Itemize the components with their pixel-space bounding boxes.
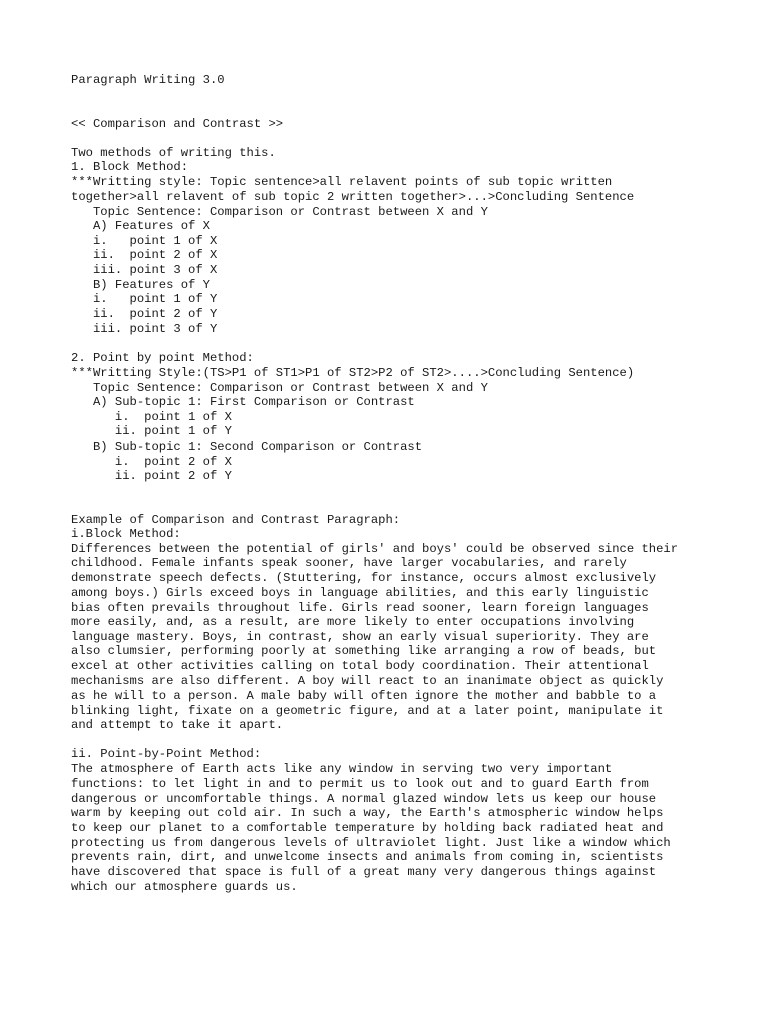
example-block-heading: i.Block Method: [71,527,181,541]
paragraph-line: warm by keeping out cold air. In such a way, the Earth's atmospheric window helps [71,806,664,820]
paragraph-line: childhood. Female infants speak sooner, have larger vocabularies, and rarely [71,556,627,570]
paragraph-line: excel at other activities calling on total body coordination. Their attentional [71,659,649,673]
point-method-heading: 2. Point by point Method: [71,351,254,365]
paragraph-line: bias often prevails throughout life. Girls read sooner, learn foreign languages [71,601,649,615]
outline-point: ii. point 1 of Y [71,424,232,438]
paragraph-line: language mastery. Boys, in contrast, show an early visual superiority. They are [71,630,649,644]
paragraph-line: as he will to a person. A male baby will often ignore the mother and babble to a [71,689,657,703]
paragraph-line: dangerous or uncomfortable things. A normal glazed window lets us keep our house [71,792,657,806]
point-style-line: ***Writting Style:(TS>P1 of ST1>P1 of ST2>P2 of ST2>....>Concluding Sentence) [71,366,635,380]
outline-point: iii. point 3 of X [71,263,218,277]
block-style-line: ***Writting style: Topic sentence>all relavent points of sub topic written [71,175,613,189]
subtopic-b-heading: B) Sub-topic 1: Second Comparison or Contrast [71,440,423,454]
paragraph-line: have discovered that space is full of a great many very dangerous things against [71,865,657,879]
outline-point: i. point 1 of X [71,234,218,248]
example-point-heading: ii. Point-by-Point Method: [71,747,262,761]
section-subtitle: << Comparison and Contrast >> [71,117,284,131]
paragraph-line: among boys.) Girls exceed boys in language abilities, and this early linguistic [71,586,649,600]
features-x-heading: A) Features of X [71,219,210,233]
outline-point: ii. point 2 of X [71,248,218,262]
paragraph-line: mechanisms are also different. A boy will react to an inanimate object as quickly [71,674,664,688]
paragraph-line: also clumsier, performing poorly at something like arranging a row of beads, but [71,644,657,658]
paragraph-line: blinking light, fixate on a geometric figure, and at a later point, manipulate it [71,704,664,718]
example-heading: Example of Comparison and Contrast Paragraph: [71,513,401,527]
paragraph-line: more easily, and, as a result, are more likely to enter occupations involving [71,615,635,629]
paragraph-line: Differences between the potential of girls' and boys' could be observed since their [71,542,679,556]
paragraph-line: functions: to let light in and to permit us to look out and to guard Earth from [71,777,649,791]
intro-line: Two methods of writing this. [71,146,276,160]
outline-point: i. point 1 of Y [71,292,218,306]
features-y-heading: B) Features of Y [71,278,210,292]
block-method-heading: 1. Block Method: [71,160,189,174]
paragraph-line: which our atmosphere guards us. [71,880,298,894]
block-topic-sentence: Topic Sentence: Comparison or Contrast between X and Y [71,205,488,219]
paragraph-line: to keep our planet to a comfortable temperature by holding back radiated heat and [71,821,664,835]
paragraph-line: The atmosphere of Earth acts like any window in serving two very important [71,762,613,776]
paragraph-line: and attempt to take it apart. [71,718,284,732]
point-topic-sentence: Topic Sentence: Comparison or Contrast between X and Y [71,381,488,395]
outline-point: ii. point 2 of Y [71,307,218,321]
outline-point: iii. point 3 of Y [71,322,218,336]
paragraph-line: protecting us from dangerous levels of ultraviolet light. Just like a window which [71,836,671,850]
page-title: Paragraph Writing 3.0 [71,73,225,87]
subtopic-a-heading: A) Sub-topic 1: First Comparison or Contrast [71,395,415,409]
block-style-line: together>all relavent of sub topic 2 written together>...>Concluding Sentence [71,190,635,204]
outline-point: i. point 2 of X [71,455,232,469]
paragraph-line: prevents rain, dirt, and unwelcome insects and animals from coming in, scientists [71,850,664,864]
outline-point: i. point 1 of X [71,410,232,424]
outline-point: ii. point 2 of Y [71,469,232,483]
paragraph-line: demonstrate speech defects. (Stuttering, for instance, occurs almost exclusively [71,571,657,585]
